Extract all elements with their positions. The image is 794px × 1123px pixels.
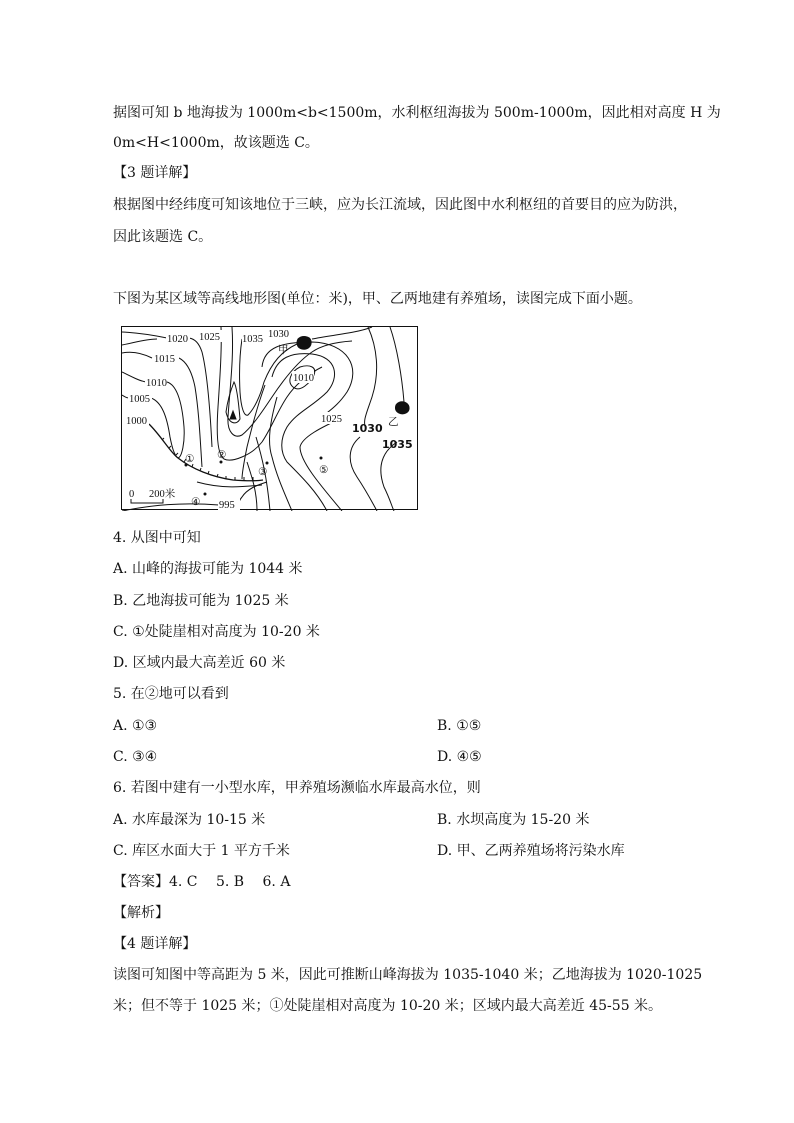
text-line: 米；但不等于 1025 米；①处陡崖相对高度为 10-20 米；区域内最大高差近 45-55 米。: [113, 998, 663, 1014]
point-label: ②: [217, 450, 227, 461]
contour-label: 1030: [268, 329, 289, 340]
option: C. ③④: [113, 749, 158, 765]
farm-yi-icon: [395, 402, 409, 414]
contour-label-bold: 1030: [352, 422, 383, 435]
text-line: 据图可知 b 地海拔为 1000m<b<1500m，水利枢纽海拔为 500m-1000m，因此相对高度 H 为: [113, 105, 721, 121]
farm-label-yi: 乙: [388, 417, 399, 428]
text-line: 因此该题选 C。: [113, 229, 213, 245]
text-line: 0m<H<1000m，故该题选 C。: [113, 135, 319, 151]
answer-line: 【答案】4. C 5. B 6. A: [113, 874, 291, 890]
point-label: ③: [258, 467, 268, 478]
text-line: 读图可知图中等高距为 5 米，因此可推断山峰海拔为 1035-1040 米；乙地海拔为 1020-1025: [113, 967, 703, 983]
contour-label: 1035: [242, 334, 263, 345]
contour-label: 1010: [293, 373, 314, 384]
option: D. 区域内最大高差近 60 米: [113, 655, 286, 671]
section-heading: 【4 题详解】: [113, 936, 197, 952]
point-label: ⑤: [319, 465, 329, 476]
point-label: ①: [185, 454, 195, 465]
farm-jia-icon: [297, 337, 311, 350]
question-stem: 4. 从图中可知: [113, 530, 201, 546]
analysis-heading: 【解析】: [113, 905, 169, 921]
option: A. 水库最深为 10-15 米: [113, 812, 266, 828]
contour-label-bold: 1035: [382, 438, 413, 451]
contour-label: 1025: [199, 332, 220, 343]
peak-triangle-icon: [230, 411, 236, 419]
question-stem: 6. 若图中建有一小型水库，甲养殖场濒临水库最高水位，则: [113, 780, 481, 796]
section-heading: 【3 题详解】: [113, 165, 197, 181]
point-label: ④: [191, 497, 201, 508]
scale-text: 200米: [149, 489, 176, 500]
option: A. ①③: [113, 718, 158, 734]
option: C. ①处陡崖相对高度为 10-20 米: [113, 624, 320, 640]
contour-label: 1025: [321, 414, 342, 425]
contour-label: 1010: [146, 378, 167, 389]
contour-label: 1000: [126, 416, 147, 427]
option: A. 山峰的海拔可能为 1044 米: [113, 561, 303, 577]
text-line: 根据图中经纬度可知该地位于三峡，应为长江流域，因此图中水利枢纽的首要目的应为防洪，: [113, 197, 687, 213]
contour-label: 1020: [167, 334, 188, 345]
contour-label: 1005: [129, 394, 150, 405]
option: D. ④⑤: [437, 749, 482, 765]
option: B. 乙地海拔可能为 1025 米: [113, 593, 289, 609]
question-stem: 5. 在②地可以看到: [113, 686, 229, 702]
option: C. 库区水面大于 1 平方千米: [113, 843, 290, 859]
option: B. ①⑤: [437, 718, 482, 734]
option: D. 甲、乙两养殖场将污染水库: [437, 843, 625, 859]
contour-map: [121, 326, 418, 510]
option: B. 水坝高度为 15-20 米: [437, 812, 590, 828]
contour-label: 995: [219, 500, 235, 511]
contour-label: 1015: [154, 354, 175, 365]
scale-zero: 0: [129, 489, 135, 500]
intro-text: 下图为某区域等高线地形图(单位：米)，甲、乙两地建有养殖场，读图完成下面小题。: [113, 291, 642, 307]
farm-label-jia: 甲: [278, 345, 289, 356]
